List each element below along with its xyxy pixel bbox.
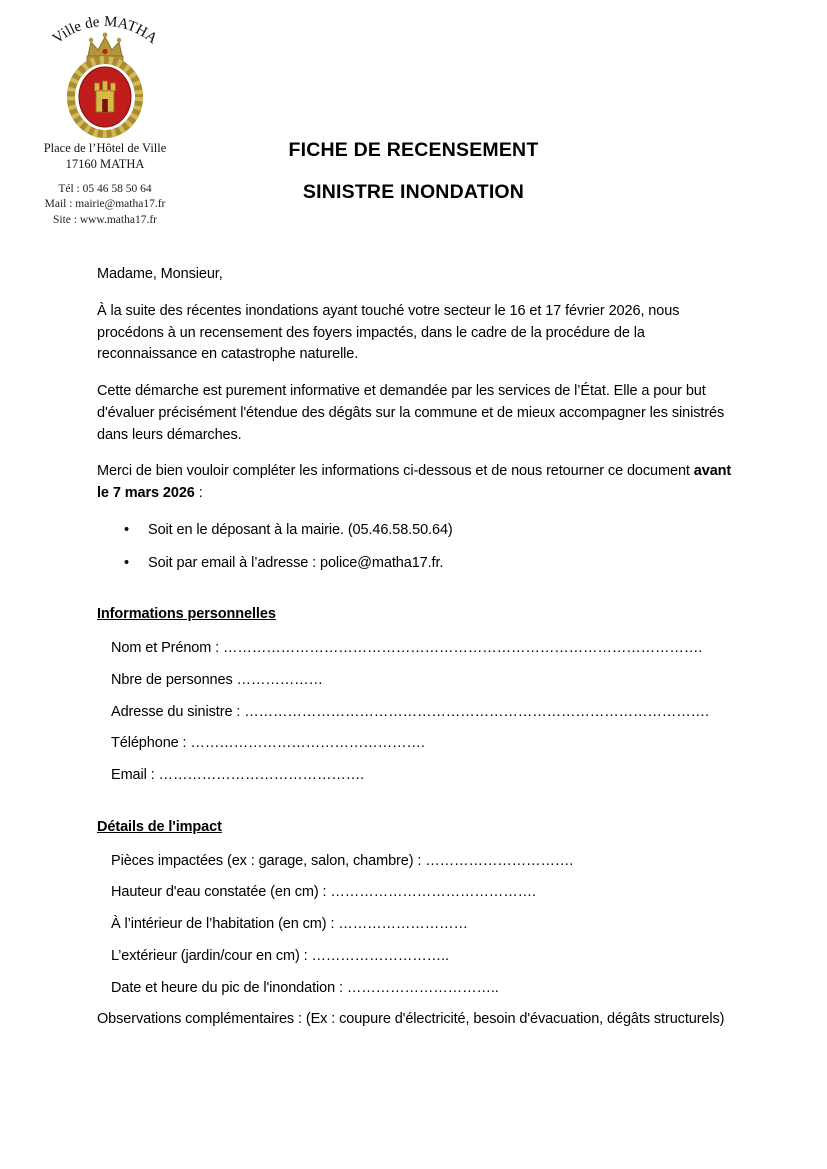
field-telephone: Téléphone : ………………………………………….: [111, 735, 425, 752]
observations-note: Observations complémentaires : (Ex : coupure d'électricité, besoin d'évacuation, dégâts structurels): [97, 1011, 725, 1028]
field-adresse-sinistre: Adresse du sinistre : …………………………………………………………………………………….: [111, 703, 709, 720]
title-line-1: FICHE DE RECENSEMENT: [288, 139, 539, 161]
impact-detail-fields: [111, 851, 737, 1000]
logo-arc-text: Ville de MATHA: [49, 13, 161, 48]
section-heading-details-impact: Détails de l'impact: [97, 818, 222, 835]
field-nbre-personnes: Nbre de personnes ………………: [111, 671, 323, 688]
field-pieces-impactees: Pièces impactées (ex : garage, salon, chambre) : ………………………….: [111, 852, 574, 869]
purpose-paragraph: Cette démarche est purement informative et demandée par les services de l’État. Elle a pour but d'évaluer précisément l'étendue des dégâts sur la commune et de mieux accompagner les sinistrés dans leurs démarches.: [97, 383, 725, 443]
salutation: Madame, Monsieur,: [97, 266, 223, 282]
bullet-item-depot-mairie: [124, 520, 737, 542]
field-email: Email : …………………………………….: [111, 767, 365, 783]
section-heading-informations-personnelles: Informations personnelles: [97, 606, 276, 623]
city-address-line1: Place de l’Hôtel de Ville: [43, 141, 167, 155]
city-address-line2: 17160 MATHA: [65, 157, 145, 172]
bullet-text: Soit par email à l’adresse : police@matha17.fr.: [148, 554, 444, 571]
city-website: Site : www.matha17.fr: [52, 213, 157, 226]
bullet-item-email: [124, 553, 737, 575]
personal-info-fields: [111, 638, 737, 787]
castle-tower-icon: [95, 81, 116, 112]
return-text-after: :: [194, 485, 203, 501]
title-line-2: SINISTRE INONDATION: [302, 181, 525, 203]
field-nom-prenom: Nom et Prénom : ……………………………………………………………………………………….: [111, 640, 703, 656]
bullet-text: Soit en le déposant à la mairie. (05.46.58.50.64): [148, 521, 453, 538]
return-deadline: avant le 7 mars 2026: [97, 463, 732, 501]
city-phone: Tél : 05 46 58 50 64: [58, 182, 152, 195]
intro-paragraph: À la suite des récentes inondations ayant touché votre secteur le 16 et 17 février 2026, nous procédons à un recensement des foyers impactés, dans le cadre de la procédure de la reconnaissance en catastrophe naturelle.: [97, 302, 680, 363]
bullet-icon: •: [124, 521, 129, 538]
return-options-list: [97, 520, 737, 575]
return-instructions-paragraph: [97, 461, 737, 505]
city-coat-of-arms-icon: [26, 6, 184, 138]
field-interieur-habitation: À l’intérieur de l’habitation (en cm) : ………………………: [111, 916, 468, 932]
city-email: Mail : mairie@matha17.fr: [44, 198, 166, 211]
bullet-icon: •: [124, 554, 129, 571]
field-hauteur-eau: Hauteur d'eau constatée (en cm) : …………………………………….: [111, 884, 536, 901]
return-text-before: Merci de bien vouloir compléter les informations ci-dessous et de nous retourner ce document: [97, 463, 694, 480]
field-date-heure-pic: Date et heure du pic de l'inondation : …………………………..: [111, 979, 499, 996]
document-body: [97, 264, 737, 1046]
document-title: [0, 139, 827, 223]
field-exterieur-jardin: L’extérieur (jardin/cour en cm) : ………………………..: [111, 947, 449, 964]
